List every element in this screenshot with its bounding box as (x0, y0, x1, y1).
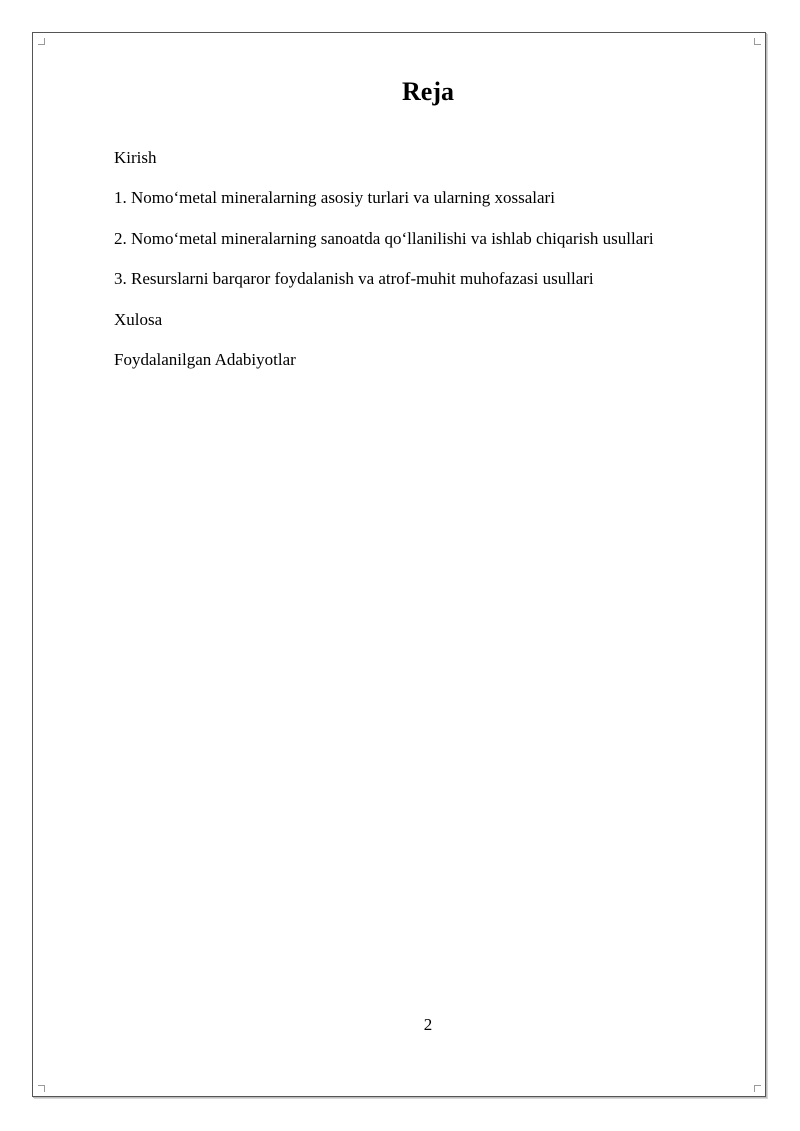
table-of-contents (114, 146, 654, 388)
toc-item-section-3: 3. Resurslarni barqaror foydalanish va atrof-muhit muhofazasi usullari (114, 269, 594, 289)
crop-mark-bottom-right (754, 1085, 761, 1092)
crop-mark-top-left (38, 38, 45, 45)
page-title: Reja (402, 77, 454, 106)
toc-item-introduction: Kirish (114, 148, 157, 167)
toc-item-section-2: 2. Nomo‘metal mineralarning sanoatda qo‘llanilishi va ishlab chiqarish usullari (114, 228, 654, 248)
toc-item-section-1: 1. Nomo‘metal mineralarning asosiy turlari va ularning xossalari (114, 188, 555, 208)
crop-mark-top-right (754, 38, 761, 45)
toc-item-conclusion: Xulosa (114, 309, 163, 329)
crop-mark-bottom-left (38, 1085, 45, 1092)
page-number: 2 (423, 1015, 433, 1034)
toc-item-references: Foydalanilgan Adabiyotlar (114, 349, 296, 369)
